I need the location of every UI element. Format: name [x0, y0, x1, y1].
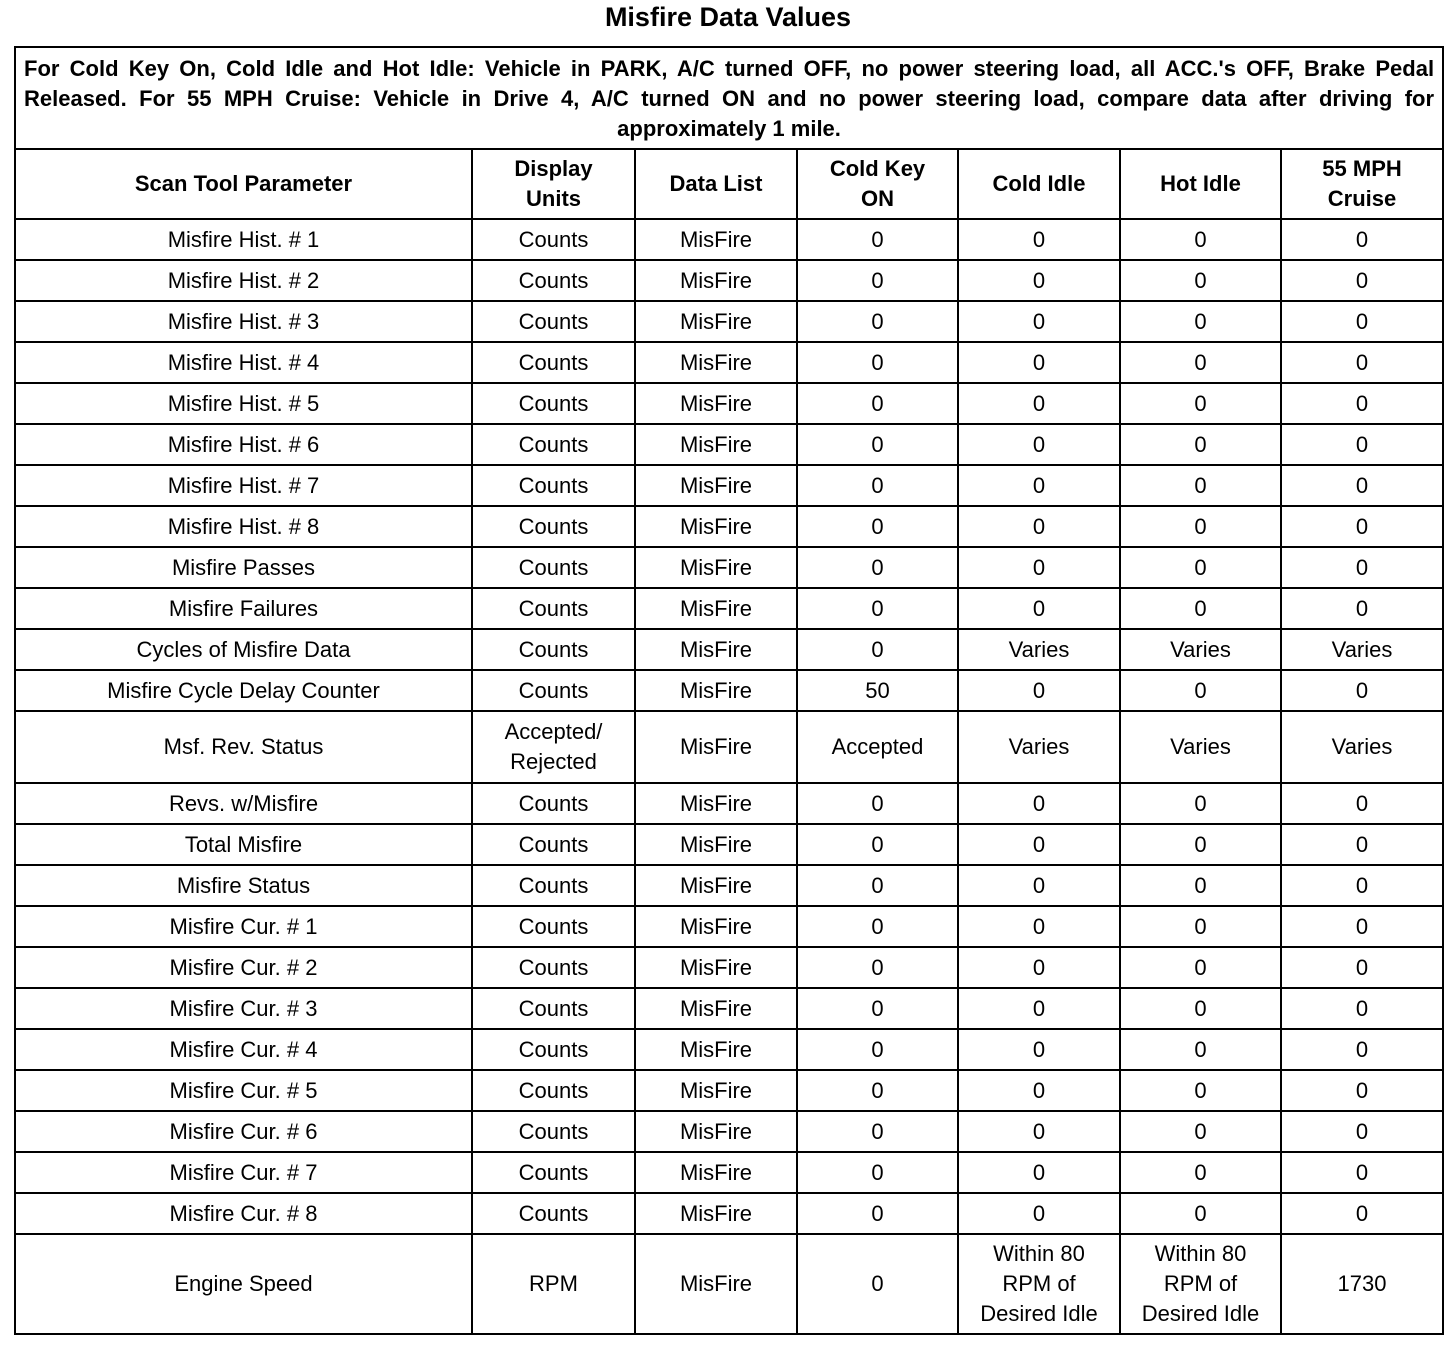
table-cell: 50	[797, 670, 958, 711]
table-cell: 0	[1120, 824, 1281, 865]
table-cell: Misfire Passes	[15, 547, 472, 588]
table-cell: MisFire	[635, 547, 797, 588]
table-cell: 0	[1120, 1070, 1281, 1111]
table-cell: MisFire	[635, 588, 797, 629]
table-cell: 0	[958, 947, 1120, 988]
table-row	[15, 988, 1443, 1029]
table-row	[15, 588, 1443, 629]
table-cell: Varies	[958, 629, 1120, 670]
table-cell: 0	[1281, 260, 1443, 301]
table-cell: Misfire Cur. # 5	[15, 1070, 472, 1111]
table-cell: MisFire	[635, 219, 797, 260]
table-cell: Misfire Cur. # 1	[15, 906, 472, 947]
table-cell: 0	[1281, 1193, 1443, 1234]
table-cell: Misfire Hist. # 8	[15, 506, 472, 547]
table-cell: Counts	[472, 1070, 635, 1111]
table-cell: 0	[958, 1070, 1120, 1111]
table-row	[15, 947, 1443, 988]
table-cell: Total Misfire	[15, 824, 472, 865]
table-cell: Misfire Cur. # 3	[15, 988, 472, 1029]
table-row	[15, 865, 1443, 906]
table-cell: 0	[1120, 383, 1281, 424]
table-cell: MisFire	[635, 1070, 797, 1111]
table-cell: 0	[958, 1152, 1120, 1193]
conditions-row	[15, 47, 1443, 149]
table-cell: 0	[1281, 865, 1443, 906]
table-cell: 0	[1120, 1193, 1281, 1234]
table-cell: Misfire Hist. # 2	[15, 260, 472, 301]
table-cell: 0	[797, 783, 958, 824]
table-cell: 0	[1120, 506, 1281, 547]
table-cell: 0	[1120, 301, 1281, 342]
table-cell: 0	[958, 219, 1120, 260]
column-header: 55 MPH Cruise	[1281, 149, 1443, 219]
table-cell: MisFire	[635, 988, 797, 1029]
table-cell: Misfire Cur. # 7	[15, 1152, 472, 1193]
table-cell: 0	[797, 465, 958, 506]
table-cell: Counts	[472, 783, 635, 824]
table-cell: 0	[797, 1152, 958, 1193]
table-cell: MisFire	[635, 424, 797, 465]
table-cell: 0	[1120, 947, 1281, 988]
header-row	[15, 149, 1443, 219]
table-cell: Counts	[472, 301, 635, 342]
table-cell: 0	[958, 1193, 1120, 1234]
table-cell: MisFire	[635, 670, 797, 711]
column-header: Hot Idle	[1120, 149, 1281, 219]
table-cell: MisFire	[635, 301, 797, 342]
table-cell: 0	[1281, 301, 1443, 342]
table-cell: 0	[1281, 465, 1443, 506]
table-cell: 0	[1120, 670, 1281, 711]
table-cell: Misfire Cur. # 4	[15, 1029, 472, 1070]
table-cell: MisFire	[635, 1234, 797, 1334]
table-cell: 0	[797, 588, 958, 629]
table-cell: 0	[1120, 588, 1281, 629]
table-cell: Counts	[472, 547, 635, 588]
table-cell: 0	[1281, 1152, 1443, 1193]
table-cell: 0	[797, 383, 958, 424]
table-row	[15, 383, 1443, 424]
table-cell: Counts	[472, 865, 635, 906]
table-cell: 0	[1120, 865, 1281, 906]
table-cell: Counts	[472, 1152, 635, 1193]
table-cell: Varies	[958, 711, 1120, 783]
table-cell: MisFire	[635, 383, 797, 424]
table-cell: Counts	[472, 383, 635, 424]
table-cell: 0	[797, 988, 958, 1029]
table-cell: 0	[797, 1111, 958, 1152]
table-cell: 0	[958, 988, 1120, 1029]
table-cell: RPM	[472, 1234, 635, 1334]
table-cell: Counts	[472, 1111, 635, 1152]
table-cell: Misfire Cur. # 6	[15, 1111, 472, 1152]
table-cell: 0	[1120, 1111, 1281, 1152]
table-cell: Misfire Status	[15, 865, 472, 906]
table-cell: Misfire Hist. # 6	[15, 424, 472, 465]
table-cell: 0	[1120, 547, 1281, 588]
table-row	[15, 547, 1443, 588]
page-title: Misfire Data Values	[604, 2, 852, 32]
table-cell: MisFire	[635, 465, 797, 506]
table-row	[15, 1152, 1443, 1193]
table-cell: 0	[1281, 424, 1443, 465]
table-row	[15, 1029, 1443, 1070]
table-cell: 0	[1120, 906, 1281, 947]
table-cell: Varies	[1120, 711, 1281, 783]
test-conditions-note: For Cold Key On, Cold Idle and Hot Idle: Vehicle in PARK, A/C turned OFF, no power steering load, all ACC.'s OFF, Brake Pedal Released. For 55 MPH Cruise: Vehicle in Drive 4, A/C turned ON and no power steering load, compare data after driving for approximately 1 mile.	[15, 47, 1443, 149]
table-row	[15, 260, 1443, 301]
table-cell: Counts	[472, 824, 635, 865]
table-cell: 0	[1281, 588, 1443, 629]
table-cell: 0	[797, 506, 958, 547]
table-cell: Counts	[472, 506, 635, 547]
table-cell: 0	[1281, 824, 1443, 865]
table-cell: 0	[1120, 219, 1281, 260]
table-cell: 0	[958, 670, 1120, 711]
table-cell: Cycles of Misfire Data	[15, 629, 472, 670]
table-cell: MisFire	[635, 947, 797, 988]
table-cell: 0	[958, 506, 1120, 547]
table-row	[15, 1070, 1443, 1111]
table-row	[15, 1234, 1443, 1334]
table-cell: 0	[797, 1029, 958, 1070]
table-row	[15, 906, 1443, 947]
table-cell: 0	[958, 383, 1120, 424]
table-cell: Misfire Hist. # 3	[15, 301, 472, 342]
table-cell: 0	[1281, 906, 1443, 947]
table-cell: 0	[958, 1111, 1120, 1152]
table-cell: 0	[797, 947, 958, 988]
table-cell: Revs. w/Misfire	[15, 783, 472, 824]
table-cell: 0	[1281, 383, 1443, 424]
table-cell: 0	[1120, 1152, 1281, 1193]
table-cell: 0	[958, 1029, 1120, 1070]
table-cell: Varies	[1281, 711, 1443, 783]
misfire-data-table	[14, 46, 1444, 1335]
table-cell: 0	[797, 906, 958, 947]
table-cell: 0	[958, 424, 1120, 465]
table-cell: 0	[797, 424, 958, 465]
table-cell: Counts	[472, 988, 635, 1029]
table-row	[15, 219, 1443, 260]
table-cell: MisFire	[635, 506, 797, 547]
table-cell: Misfire Cycle Delay Counter	[15, 670, 472, 711]
table-cell: Msf. Rev. Status	[15, 711, 472, 783]
table-cell: 0	[797, 824, 958, 865]
table-cell: 0	[797, 865, 958, 906]
table-cell: Misfire Failures	[15, 588, 472, 629]
table-cell: 0	[797, 301, 958, 342]
table-cell: 0	[1281, 1070, 1443, 1111]
column-header: Cold Key ON	[797, 149, 958, 219]
table-cell: 0	[1120, 260, 1281, 301]
table-cell: MisFire	[635, 629, 797, 670]
table-cell: 0	[958, 588, 1120, 629]
table-row	[15, 342, 1443, 383]
table-cell: MisFire	[635, 906, 797, 947]
table-cell: Counts	[472, 1029, 635, 1070]
table-cell: 0	[1120, 988, 1281, 1029]
table-cell: 0	[1281, 670, 1443, 711]
table-cell: Counts	[472, 629, 635, 670]
table-row	[15, 424, 1443, 465]
table-cell: 0	[958, 342, 1120, 383]
table-cell: Varies	[1120, 629, 1281, 670]
table-cell: 0	[797, 260, 958, 301]
table-cell: MisFire	[635, 342, 797, 383]
table-cell: 0	[1120, 465, 1281, 506]
table-cell: 0	[797, 1070, 958, 1111]
table-row	[15, 711, 1443, 783]
table-row	[15, 506, 1443, 547]
table-cell: 0	[1120, 342, 1281, 383]
table-cell: Counts	[472, 588, 635, 629]
table-cell: Misfire Cur. # 8	[15, 1193, 472, 1234]
table-cell: 0	[1281, 1111, 1443, 1152]
table-cell: Engine Speed	[15, 1234, 472, 1334]
table-cell: Accepted/ Rejected	[472, 711, 635, 783]
table-cell: MisFire	[635, 865, 797, 906]
table-cell: Accepted	[797, 711, 958, 783]
table-cell: MisFire	[635, 711, 797, 783]
table-cell: 0	[958, 301, 1120, 342]
table-cell: 0	[1120, 1029, 1281, 1070]
table-cell: 0	[797, 1193, 958, 1234]
column-header: Data List	[635, 149, 797, 219]
table-row	[15, 1193, 1443, 1234]
table-cell: Counts	[472, 465, 635, 506]
table-row	[15, 629, 1443, 670]
table-cell: 0	[1281, 783, 1443, 824]
table-cell: 0	[1281, 506, 1443, 547]
table-cell: 0	[958, 260, 1120, 301]
table-cell: MisFire	[635, 824, 797, 865]
table-cell: 0	[1281, 219, 1443, 260]
table-cell: 0	[958, 865, 1120, 906]
table-cell: MisFire	[635, 783, 797, 824]
column-header: Display Units	[472, 149, 635, 219]
table-cell: Misfire Hist. # 4	[15, 342, 472, 383]
table-cell: 0	[797, 547, 958, 588]
table-cell: 0	[797, 219, 958, 260]
table-cell: Counts	[472, 1193, 635, 1234]
table-cell: 0	[1281, 988, 1443, 1029]
table-cell: Counts	[472, 906, 635, 947]
table-cell: 0	[1281, 547, 1443, 588]
table-cell: 0	[1281, 1029, 1443, 1070]
table-row	[15, 465, 1443, 506]
table-cell: 0	[797, 342, 958, 383]
table-cell: Misfire Hist. # 7	[15, 465, 472, 506]
table-cell: 1730	[1281, 1234, 1443, 1334]
table-row	[15, 301, 1443, 342]
table-row	[15, 824, 1443, 865]
table-cell: Misfire Cur. # 2	[15, 947, 472, 988]
table-cell: Within 80 RPM of Desired Idle	[958, 1234, 1120, 1334]
table-cell: 0	[1120, 424, 1281, 465]
table-cell: Varies	[1281, 629, 1443, 670]
table-cell: Within 80 RPM of Desired Idle	[1120, 1234, 1281, 1334]
table-cell: MisFire	[635, 1193, 797, 1234]
table-cell: Counts	[472, 219, 635, 260]
table-row	[15, 670, 1443, 711]
table-cell: Counts	[472, 260, 635, 301]
table-cell: MisFire	[635, 1111, 797, 1152]
table-cell: Misfire Hist. # 1	[15, 219, 472, 260]
table-cell: 0	[1120, 783, 1281, 824]
column-header: Cold Idle	[958, 149, 1120, 219]
table-cell: Counts	[472, 947, 635, 988]
table-cell: MisFire	[635, 1152, 797, 1193]
table-cell: MisFire	[635, 260, 797, 301]
table-cell: Counts	[472, 342, 635, 383]
table-cell: 0	[958, 783, 1120, 824]
table-cell: MisFire	[635, 1029, 797, 1070]
table-cell: 0	[797, 629, 958, 670]
table-cell: Counts	[472, 424, 635, 465]
table-cell: Counts	[472, 670, 635, 711]
table-cell: 0	[958, 547, 1120, 588]
table-cell: 0	[958, 824, 1120, 865]
table-cell: 0	[1281, 947, 1443, 988]
table-cell: 0	[958, 465, 1120, 506]
table-cell: Misfire Hist. # 5	[15, 383, 472, 424]
table-cell: 0	[958, 906, 1120, 947]
table-cell: 0	[1281, 342, 1443, 383]
table-row	[15, 783, 1443, 824]
column-header: Scan Tool Parameter	[15, 149, 472, 219]
table-cell: 0	[797, 1234, 958, 1334]
table-row	[15, 1111, 1443, 1152]
